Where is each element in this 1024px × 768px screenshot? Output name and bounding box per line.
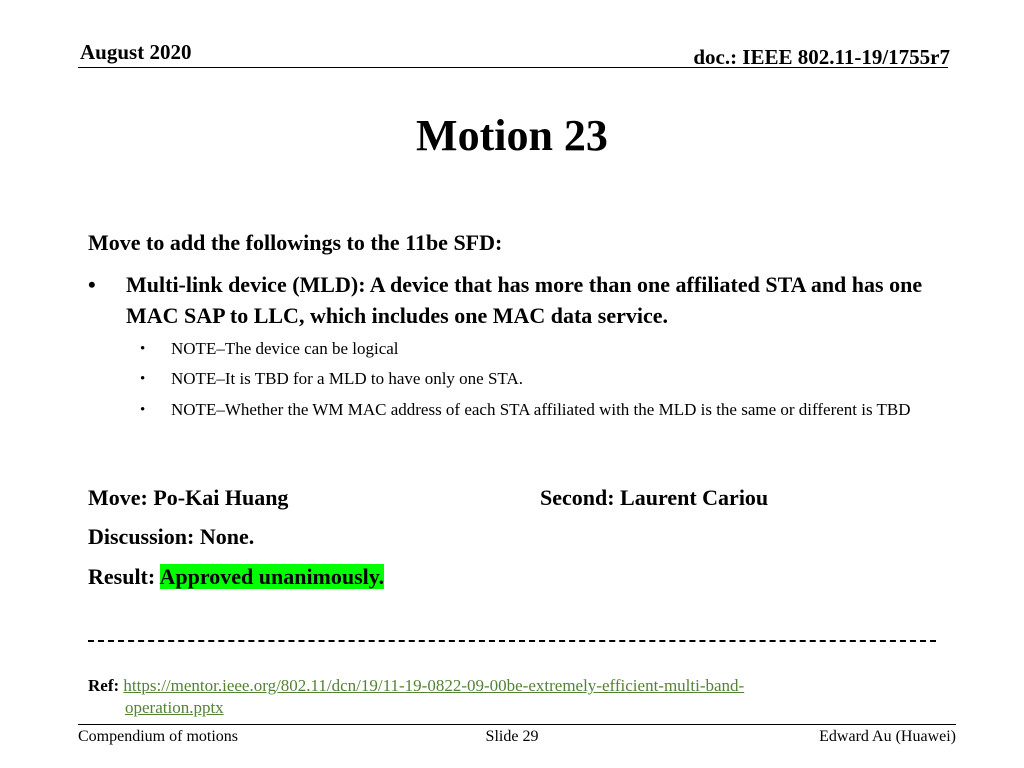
header-divider bbox=[78, 67, 948, 68]
sub-bullet bbox=[140, 337, 920, 361]
bullet-icon: • bbox=[88, 272, 96, 297]
result bbox=[88, 564, 384, 590]
main-bullet bbox=[88, 269, 948, 331]
bullet-icon: • bbox=[140, 402, 146, 418]
ref-link-line2: operation.pptx bbox=[125, 698, 224, 717]
sub-bullet-text: NOTE–The device can be logical bbox=[171, 339, 399, 358]
ref-label: Ref: bbox=[88, 676, 120, 695]
bullet-icon: • bbox=[140, 341, 146, 357]
header-doc-id: doc.: IEEE 802.11-19/1755r7 bbox=[693, 45, 950, 69]
sub-bullet-text: NOTE–Whether the WM MAC address of each STA affiliated with the MLD is the same or different is TBD bbox=[171, 400, 911, 419]
result-value: Approved unanimously. bbox=[159, 564, 385, 589]
ref-link-line1: https://mentor.ieee.org/802.11/dcn/19/11-19-0822-09-00be-extremely-efficient-multi-band- bbox=[123, 676, 745, 695]
main-bullet-text: Multi-link device (MLD): A device that has more than one affiliated STA and has one MAC SAP to LLC, which includes one MAC data service. bbox=[126, 272, 923, 328]
result-label: Result: bbox=[88, 564, 156, 589]
footer-author: Edward Au (Huawei) bbox=[819, 728, 956, 745]
bullet-icon: • bbox=[140, 371, 146, 387]
sub-bullet bbox=[140, 398, 920, 422]
mover: Move: Po-Kai Huang bbox=[88, 485, 289, 510]
motion-intro: Move to add the followings to the 11be SFD: bbox=[88, 230, 503, 255]
sub-bullet bbox=[140, 367, 920, 391]
sub-bullet-text: NOTE–It is TBD for a MLD to have only one STA. bbox=[171, 369, 523, 388]
reference bbox=[88, 675, 908, 719]
slide-number: Slide 29 bbox=[485, 728, 539, 745]
header-date: August 2020 bbox=[80, 40, 192, 64]
seconder: Second: Laurent Cariou bbox=[540, 485, 769, 510]
footer-left: Compendium of motions bbox=[78, 728, 238, 745]
ref-link[interactable] bbox=[88, 676, 908, 719]
slide-title: Motion 23 bbox=[416, 111, 608, 160]
dashed-divider bbox=[88, 640, 936, 642]
footer-divider bbox=[78, 724, 956, 725]
discussion: Discussion: None. bbox=[88, 524, 255, 549]
